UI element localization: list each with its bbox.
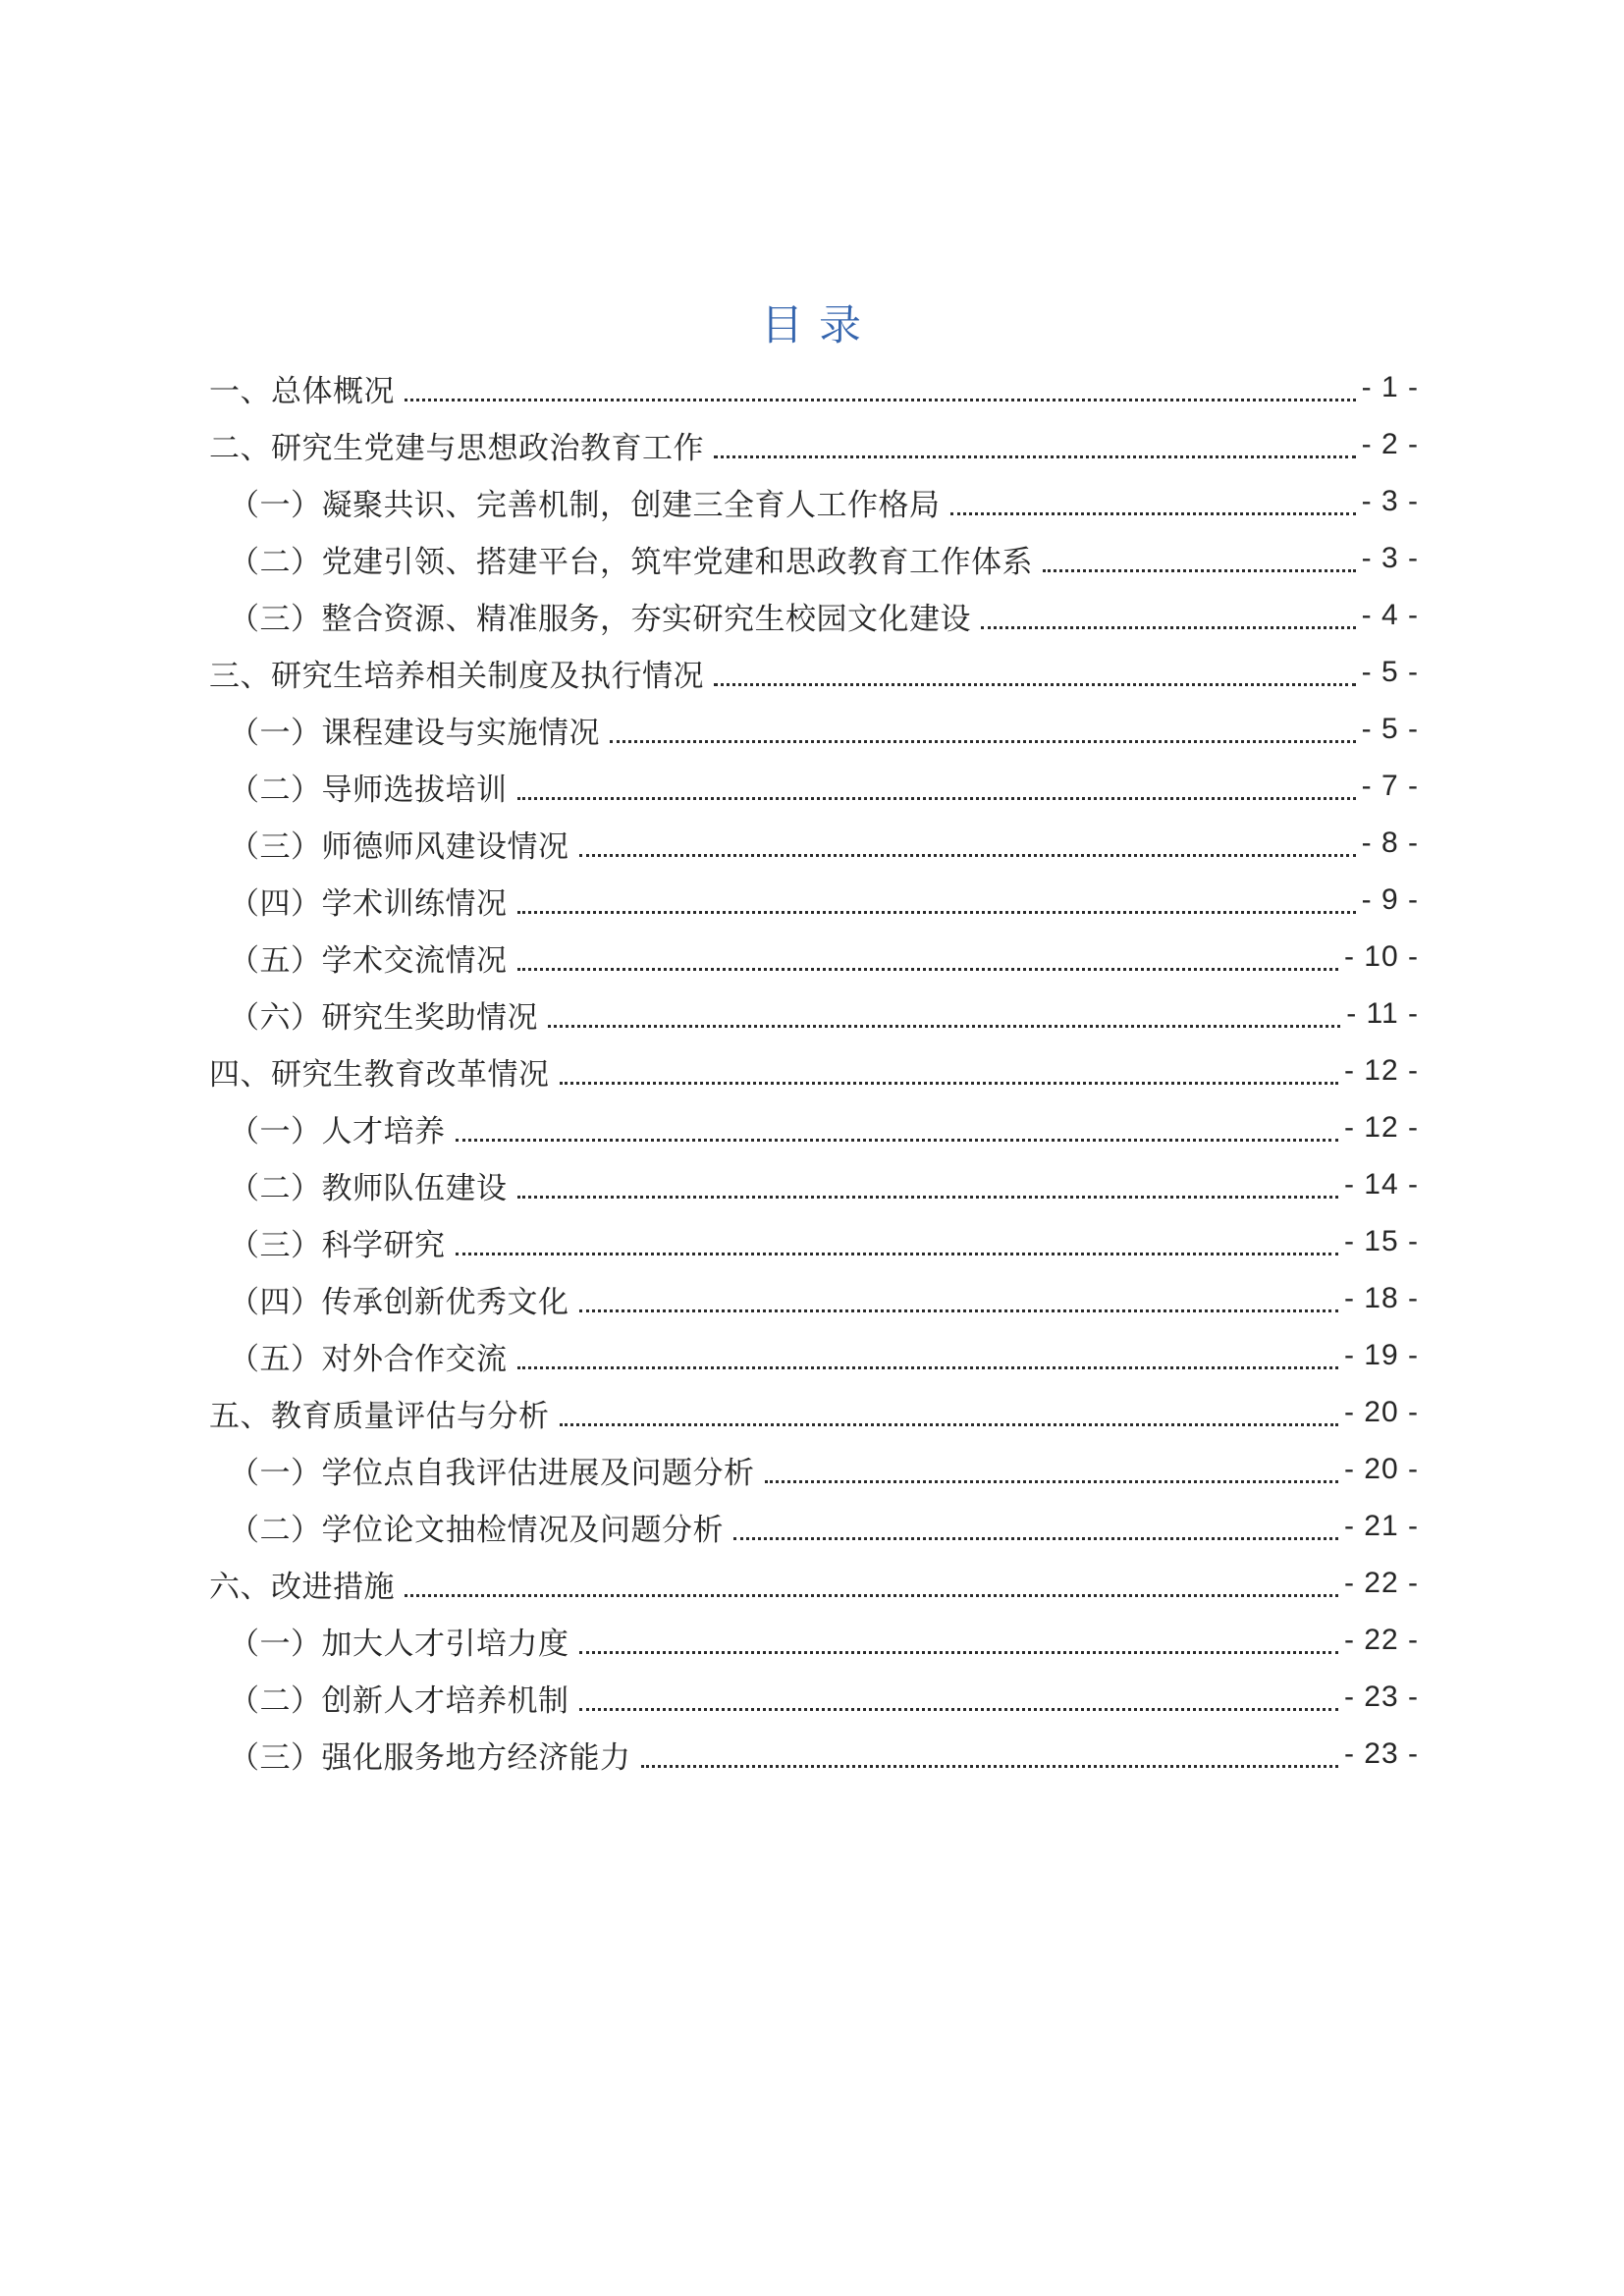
toc-entry[interactable] (209, 1726, 1419, 1783)
toc-list (0, 359, 1624, 1783)
toc-entry[interactable] (209, 1327, 1419, 1384)
toc-entry[interactable] (209, 872, 1419, 929)
toc-entry-page: - 20 - (1343, 1453, 1419, 1485)
toc-entry-label: （四）传承创新优秀文化 (229, 1284, 569, 1319)
toc-dot-leader (714, 660, 1356, 686)
toc-entry-label: （一）人才培养 (229, 1113, 446, 1148)
toc-dot-leader (405, 375, 1356, 401)
toc-dot-leader (560, 1058, 1338, 1085)
toc-dot-leader (610, 717, 1356, 743)
toc-entry[interactable] (209, 1099, 1419, 1156)
toc-entry-page: - 23 - (1343, 1737, 1419, 1770)
toc-entry-page: - 11 - (1346, 997, 1419, 1030)
toc-entry-label: （一）加大人才引培力度 (229, 1626, 569, 1661)
toc-entry-page: - 9 - (1361, 883, 1419, 916)
toc-entry-page: - 12 - (1343, 1111, 1419, 1144)
toc-entry-page: - 18 - (1343, 1282, 1419, 1314)
toc-entry[interactable] (209, 1555, 1419, 1612)
toc-entry[interactable] (209, 758, 1419, 815)
toc-entry[interactable] (209, 416, 1419, 473)
toc-dot-leader (517, 944, 1338, 971)
toc-entry-label: （一）凝聚共识、完善机制，创建三全育人工作格局 (229, 487, 941, 522)
toc-dot-leader (950, 489, 1356, 515)
toc-entry-label: （二）学位论文抽检情况及问题分析 (229, 1512, 724, 1547)
toc-entry-label: 二、研究生党建与思想政治教育工作 (209, 430, 704, 465)
toc-entry-label: 五、教育质量评估与分析 (209, 1398, 550, 1433)
toc-entry-page: - 5 - (1361, 713, 1419, 745)
toc-entry-page: - 3 - (1361, 542, 1419, 574)
toc-dot-leader (981, 603, 1356, 629)
toc-dot-leader (548, 1001, 1340, 1028)
toc-entry-label: （二）党建引领、搭建平台，筑牢党建和思政教育工作体系 (229, 544, 1033, 579)
toc-entry-label: 六、改进措施 (209, 1569, 395, 1604)
toc-entry-page: - 20 - (1343, 1396, 1419, 1428)
toc-entry[interactable] (209, 701, 1419, 758)
toc-entry-page: - 22 - (1343, 1567, 1419, 1599)
toc-entry-label: （一）课程建设与实施情况 (229, 715, 600, 750)
toc-entry-page: - 5 - (1361, 656, 1419, 688)
toc-entry[interactable] (209, 1384, 1419, 1441)
toc-dot-leader (579, 830, 1356, 857)
toc-dot-leader (560, 1400, 1338, 1426)
toc-entry-page: - 21 - (1343, 1510, 1419, 1542)
toc-entry-label: （一）学位点自我评估进展及问题分析 (229, 1455, 755, 1490)
toc-dot-leader (517, 887, 1356, 914)
toc-entry[interactable] (209, 1612, 1419, 1669)
toc-entry-page: - 1 - (1361, 371, 1419, 403)
toc-entry-page: - 12 - (1343, 1054, 1419, 1087)
toc-entry-page: - 2 - (1361, 428, 1419, 460)
toc-entry-label: （二）导师选拔培训 (229, 772, 508, 807)
toc-dot-leader (517, 1343, 1338, 1369)
toc-entry-label: 一、总体概况 (209, 373, 395, 408)
toc-entry-page: - 4 - (1361, 599, 1419, 631)
toc-entry[interactable] (209, 1498, 1419, 1555)
toc-entry-label: （五）对外合作交流 (229, 1341, 508, 1376)
toc-entry[interactable] (209, 644, 1419, 701)
toc-entry-page: - 23 - (1343, 1681, 1419, 1713)
toc-dot-leader (456, 1229, 1338, 1255)
toc-entry[interactable] (209, 1156, 1419, 1213)
toc-entry-label: 四、研究生教育改革情况 (209, 1056, 550, 1092)
toc-dot-leader (517, 1172, 1338, 1199)
page-title: 目 录 (761, 302, 863, 349)
toc-entry-label: （三）科学研究 (229, 1227, 446, 1262)
toc-entry-label: 三、研究生培养相关制度及执行情况 (209, 658, 704, 693)
toc-entry[interactable] (209, 815, 1419, 872)
toc-entry[interactable] (209, 530, 1419, 587)
toc-entry[interactable] (209, 1669, 1419, 1726)
toc-entry-label: （五）学术交流情况 (229, 942, 508, 978)
toc-entry-label: （四）学术训练情况 (229, 885, 508, 921)
toc-dot-leader (579, 1628, 1338, 1654)
toc-entry-page: - 19 - (1343, 1339, 1419, 1371)
toc-entry-page: - 10 - (1343, 940, 1419, 973)
toc-entry-label: （六）研究生奖助情况 (229, 999, 538, 1035)
toc-entry-label: （三）师德师风建设情况 (229, 828, 569, 864)
toc-entry-page: - 8 - (1361, 827, 1419, 859)
toc-dot-leader (517, 774, 1356, 800)
toc-entry-label: （三）强化服务地方经济能力 (229, 1739, 631, 1775)
toc-entry[interactable] (209, 1441, 1419, 1498)
toc-entry[interactable] (209, 929, 1419, 986)
toc-dot-leader (405, 1571, 1338, 1597)
toc-dot-leader (714, 432, 1356, 458)
toc-entry-page: - 3 - (1361, 485, 1419, 517)
toc-dot-leader (456, 1115, 1338, 1142)
toc-entry-label: （三）整合资源、精准服务，夯实研究生校园文化建设 (229, 601, 971, 636)
toc-entry-page: - 7 - (1361, 770, 1419, 802)
toc-entry[interactable] (209, 359, 1419, 416)
toc-entry[interactable] (209, 1042, 1419, 1099)
toc-entry[interactable] (209, 587, 1419, 644)
toc-dot-leader (641, 1741, 1338, 1768)
toc-entry-label: （二）创新人才培养机制 (229, 1682, 569, 1718)
toc-entry-page: - 14 - (1343, 1168, 1419, 1201)
toc-dot-leader (579, 1286, 1338, 1312)
toc-dot-leader (579, 1684, 1338, 1711)
toc-dot-leader (1043, 546, 1356, 572)
toc-entry[interactable] (209, 1270, 1419, 1327)
toc-entry-page: - 22 - (1343, 1624, 1419, 1656)
toc-dot-leader (765, 1457, 1338, 1483)
toc-entry[interactable] (209, 473, 1419, 530)
toc-dot-leader (733, 1514, 1338, 1540)
toc-entry[interactable] (209, 986, 1419, 1042)
toc-entry[interactable] (209, 1213, 1419, 1270)
toc-entry-page: - 15 - (1343, 1225, 1419, 1257)
toc-entry-label: （二）教师队伍建设 (229, 1170, 508, 1205)
